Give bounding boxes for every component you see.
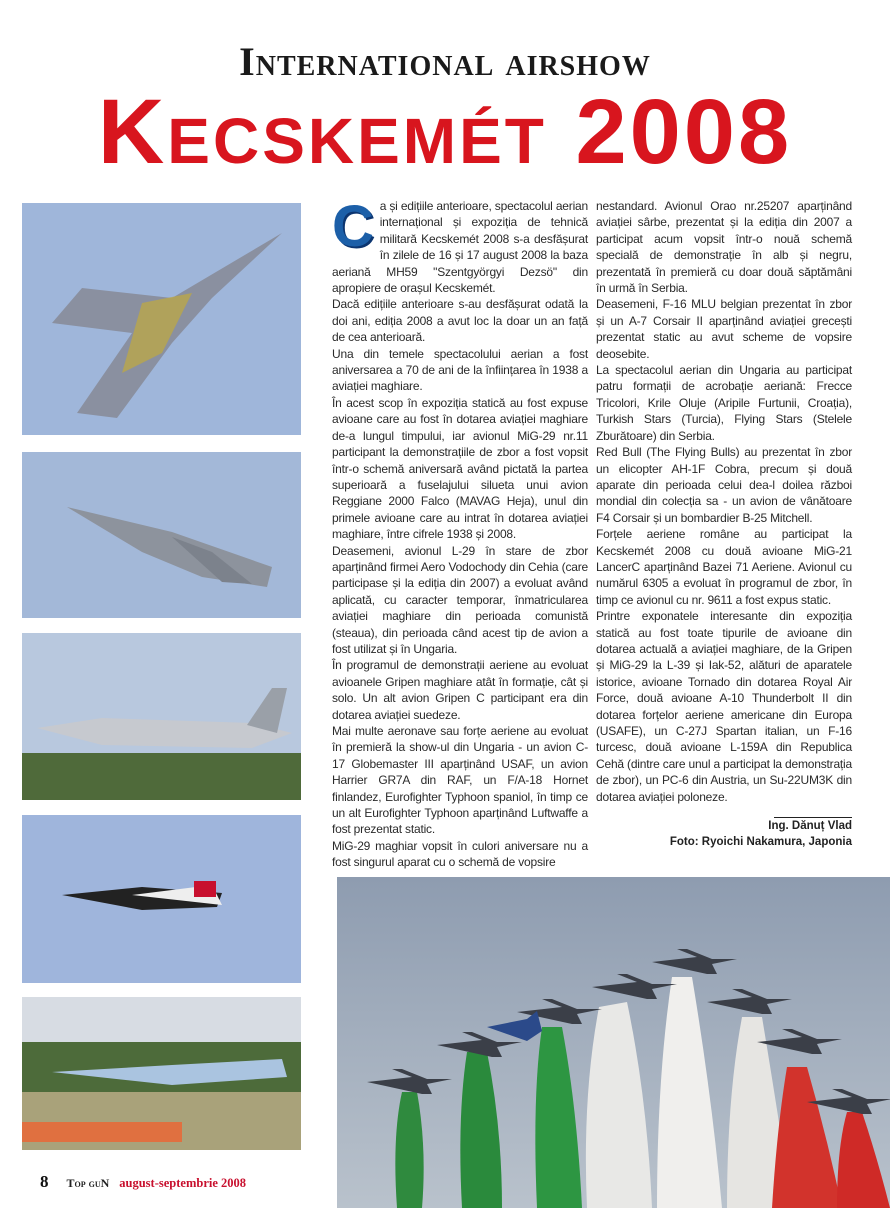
supertitle: International airshow	[239, 39, 651, 84]
magazine-name: Top guN	[66, 1176, 110, 1190]
paragraph: În programul de demonstrații aeriene au evoluat avioanele Gripen maghiare atât în formație, cât și solo. Un alt avion Gripen C participant era din dotarea aviației suedeze.	[332, 658, 588, 722]
paragraph: Deasemeni, avionul L-29 în stare de zbor aparținând firmei Aero Vodochody din Cehia (care participase și la ediția din 2007) a evoluat având aplicată, cu caracter temporar, înmatricularea aviației maghiare din perioada comunistă (steaua), din perioada când acest tip de avion a fost utilizat și în Ungaria.	[332, 543, 588, 656]
photo-f16	[22, 633, 301, 800]
page-title: Kecskemét 2008	[97, 81, 793, 183]
paragraph: Ca și edițiile anterioare, spectacolul aerian internațional și expoziția de tehnică militară Kecskemét 2008 s-a desfășurat în zilele de 16 și 17 august 2008 la baza aeriană MH59 "Szentgyörgyi Dezsö" din apropiere de orașul Kecskemét.	[332, 194, 588, 296]
paragraph: Printre exponatele interesante din expoziția statică au fost toate tipurile de avioane din dotarea actuală a aviației maghiare, de la Gripen și MiG-29 la L-39 și Iak-52, alături de aparatele istorice, avioane Tornado din dotarea Royal Air Force, două avioane A-10 Thunderbolt II din dotarea forțelor aeriene americane din Europa (USAFE), un C-27J Spartan italian, un F-16 turcesc, două avioane L-159A din Republica Cehă (dintre care unul a participat la demonstrația de zbor), un PC-6 din Austria, un Su-22UM3K din dotarea aviației poloneze.	[596, 609, 852, 804]
paragraph: În acest scop în expoziția statică au fost expuse avioane care au fost în dotarea aviației maghiare de-a lungul timpului, iar avionul MiG-29 nr.11 participant la demonstrațiile de zbor a fost vopsit într-o schemă aniversară având pictată la partea superioară a fuselajului silueta unui avion Reggiane 2000 Falco (MAVAG Heja), unul din primele avioane care au intrat în dotarea aviației maghiare, între cifrele 1938 și 2008.	[332, 395, 588, 542]
photo-orao	[22, 815, 301, 983]
article-body	[332, 194, 852, 871]
author: Ing. Dănuț Vlad	[768, 820, 852, 833]
issue-date: august-septembrie 2008	[119, 1176, 247, 1190]
paragraph: nestandard. Avionul Orao nr.25207 aparținând aviației sârbe, prezentat și la ediția din 2007 a participat acum vopsit într-o nouă schemă specială de demonstrație în alb și negru, prezentată în premieră cu doar două săptămâni în urmă în Serbia.	[596, 199, 852, 296]
photo-mig29	[22, 203, 301, 435]
paragraph: Deasemeni, F-16 MLU belgian prezentat în zbor și un A-7 Corsair II aparținând aviației grecești prezentat static au avut scheme de vopsire deosebite.	[596, 297, 852, 361]
photo-mig21-lancer	[22, 997, 301, 1150]
paragraph: Una din temele spectacolului aerian a fost aniversarea a 70 de ani de la înființarea în 1938 a aviației maghiare.	[332, 346, 588, 394]
page-number: 8	[40, 1172, 49, 1191]
paragraph: La spectacolul aerian din Ungaria au participat patru formații de acrobație aeriană: Frecce Tricolori, Krile Oluje (Aripile Furtunii, Croația), Turkish Stars (Turcia), Flying Stars (Stelele Zburătoare) din Serbia.	[596, 363, 852, 443]
paragraph: Dacă edițiile anterioare s-au desfășurat odată la doi ani, ediția 2008 a avut loc la doar un an față de cea anterioară.	[332, 297, 588, 345]
photo-credit: Foto: Ryoichi Nakamura, Japonia	[669, 836, 852, 849]
paragraph: MiG-29 maghiar vopsit în culori aniversare nu a fost singurul aparat cu o schemă de vopsire	[332, 838, 588, 870]
byline	[596, 817, 852, 850]
photo-frecce-tricolori-formation	[337, 877, 890, 1208]
paragraph: Forțele aeriene române au participat la Kecskemét 2008 cu două avioane MiG-21 LancerC aparținând Bazei 71 Aeriene. Avionul cu numărul 6305 a evoluat în programul de zbor, în timp ce avionul cu nr. 9611 a fost expus static.	[596, 527, 852, 607]
paragraph: Red Bull (The Flying Bulls) au prezentat în zbor un elicopter AH-1F Cobra, precum și două aparate din perioada celui dea-l doilea război mondial din colecția sa - un avion de vânătoare F4 Corsair și un bombardier B-25 Mitchell.	[596, 445, 852, 525]
page-footer	[40, 1172, 246, 1192]
photo-gripen	[22, 452, 301, 618]
paragraph: Mai multe aeronave sau forțe aeriene au evoluat în premieră la show-ul din Ungaria - un avion C-17 Globemaster III aparținând USAF, un avion Harrier GR7A din RAF, un F/A-18 Hornet finlandez, Eurofighter Typhoon spaniol, în timp ce un alt Eurofighter Typhoon aparținând Luftwaffe a fost prezentat static.	[332, 724, 588, 837]
drop-cap: C	[332, 194, 374, 259]
